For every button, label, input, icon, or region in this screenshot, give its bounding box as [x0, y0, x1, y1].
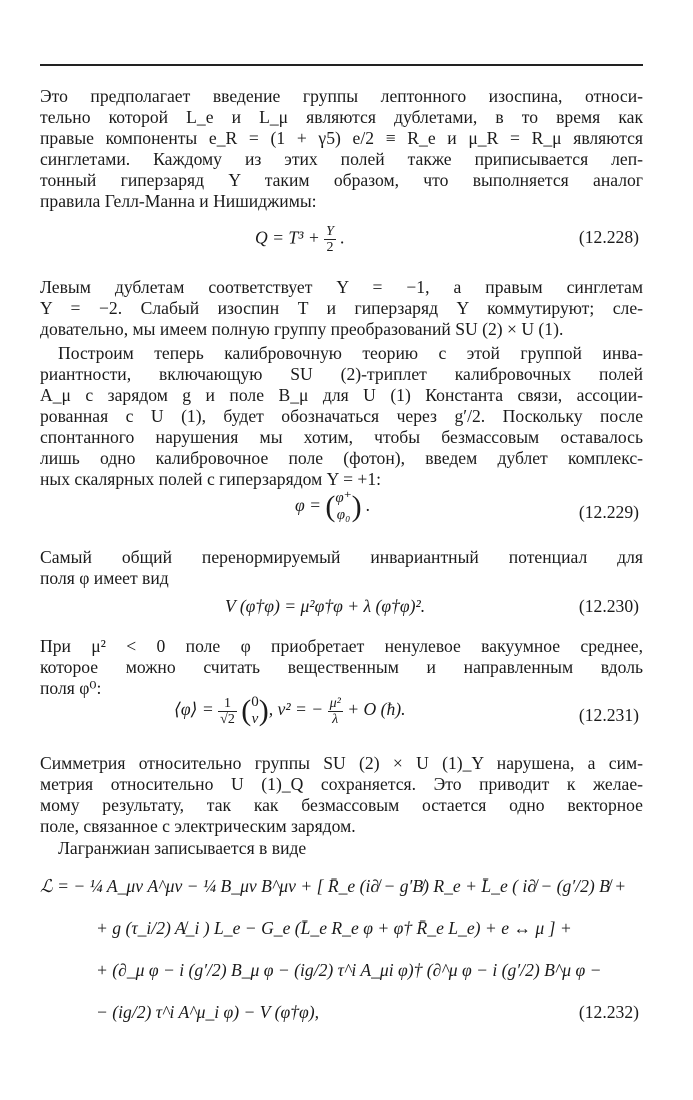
text-line: риантности, включающую SU (2)-триплет калибровочных полей: [40, 364, 643, 384]
text-line: лишь одно калибровочное поле (фотон), введем дублет комплекс-: [40, 448, 643, 468]
text-line: ных скалярных полей с гиперзарядом Y = +1:: [40, 469, 382, 489]
paragraph-1: [40, 86, 643, 212]
text-line: Y = −2. Слабый изоспин T и гиперзаряд Y коммутируют; сле-: [40, 298, 643, 318]
equation-number: (12.230): [578, 596, 639, 616]
text-line: При μ² < 0 поле φ приобретает ненулевое вакуумное среднее,: [40, 636, 643, 656]
text-line: тонный гиперзаряд Y таким образом, что выполняется аналог: [40, 170, 643, 190]
paragraph-2: [40, 277, 643, 340]
fraction: $\frac{\text{μ²}}{\lambda}$: [329, 695, 341, 727]
text-line: Лагранжиан записывается в виде: [58, 838, 307, 858]
text-line: которое можно считать вещественным и направленным вдоль: [40, 657, 643, 677]
text-line: Это предполагает введение группы лептонного изоспина, относи-: [40, 86, 643, 106]
equation-number: (12.228): [578, 227, 639, 247]
equation-number: (12.231): [578, 705, 639, 725]
paragraph-6: [40, 753, 643, 837]
equation-12-229: φ = ( φ⁺ φ₀ ) . (12.229): [295, 490, 639, 523]
text-line: правые компоненты e_R = (1 + γ5) e/2 ≡ R_e и μ_R = R_μ являются: [40, 128, 643, 148]
text-line: Построим теперь калибровочную теорию с этой группой инва-: [58, 343, 643, 363]
text-line: A_μ с зарядом g и поле B_μ для U (1) Константа связи, ассоции-: [40, 385, 643, 405]
eq-line-2: + g (τ_i/2) A̸_i ) L_e − G_e (L̄_e R_e φ + φ† R̄_e L_e) + e ↔ μ ] +: [96, 918, 572, 938]
text-line: Симметрия относительно группы SU (2) × U (1)_Y нарушена, а сим-: [40, 753, 643, 773]
equation-12-231: ⟨φ⟩ = $\frac{1}{√2}$ ( 0 v ), v² = − $\frac{\text{μ²}}{\lambda}$ + O (ħ). (12.231): [174, 694, 639, 727]
text-line: Левым дублетам соответствует Y = −1, а правым синглетам: [40, 277, 643, 297]
text-line: мому результату, так как безмассовым остается одно векторное: [40, 795, 643, 815]
text-line: поле, связанное с электрическим зарядом.: [40, 816, 356, 836]
text-line: метрия относительно U (1)_Q сохраняется. Это приводит к желае-: [40, 774, 643, 794]
eq-line-3: + (∂_μ φ − i (g′/2) B_μ φ − (ig/2) τ^i A_μi φ)† (∂^μ φ − i (g′/2) B^μ φ −: [96, 960, 602, 980]
header-rule: [40, 64, 643, 66]
text-line: синглетами. Каждому из этих полей также приписывается леп-: [40, 149, 643, 169]
text-line: спонтанного нарушения мы хотим, чтобы безмассовым оставалось: [40, 427, 643, 447]
paragraph-5: [40, 636, 643, 699]
paragraph-4: [40, 547, 643, 589]
fraction: $\frac{Y}{2}$: [326, 224, 334, 255]
equation-12-230: [40, 591, 643, 631]
eq-line-1: ℒ = − ¼ A_μν A^μν − ¼ B_μν B^μν + [ R̄_e (i∂̸ − g′B̸) R_e + L̄_e ( i∂̸ − (g′/2) B̸ +: [40, 876, 627, 896]
column-vector: φ⁺ φ₀: [335, 490, 352, 523]
eq-line-4: − (ig/2) τ^i A^μ_i φ) − V (φ†φ),: [96, 1002, 319, 1022]
equation-12-228: Q = T³ + $\frac{Y}{2}$ . (12.228): [255, 224, 639, 255]
eq-body: V (φ†φ) = μ²φ†φ + λ (φ†φ)².: [225, 596, 426, 616]
text-line: рованная с U (1), будет обозначаться через g′/2. Поскольку после: [40, 406, 643, 426]
text-line: поля φ⁰:: [40, 678, 102, 698]
text-line: правила Гелл-Манна и Нишиджимы:: [40, 191, 317, 211]
column-vector: 0 v: [251, 694, 259, 727]
eq-lhs: Q = T³ +: [255, 227, 320, 248]
fraction: $\frac{1}{√2}$: [220, 695, 235, 727]
text-line: тельно которой L_e и L_μ являются дублетами, в то время как: [40, 107, 643, 127]
paragraph-7: [40, 838, 643, 859]
paragraph-3: [40, 343, 643, 490]
equation-number: (12.229): [578, 502, 639, 522]
text-line: Самый общий перенормируемый инвариантный потенциал для: [40, 547, 643, 567]
text-line: довательно, мы имеем полную группу преобразований SU (2) × U (1).: [40, 319, 564, 339]
text-line: поля φ имеет вид: [40, 568, 169, 588]
equation-number: (12.232): [578, 1002, 639, 1022]
